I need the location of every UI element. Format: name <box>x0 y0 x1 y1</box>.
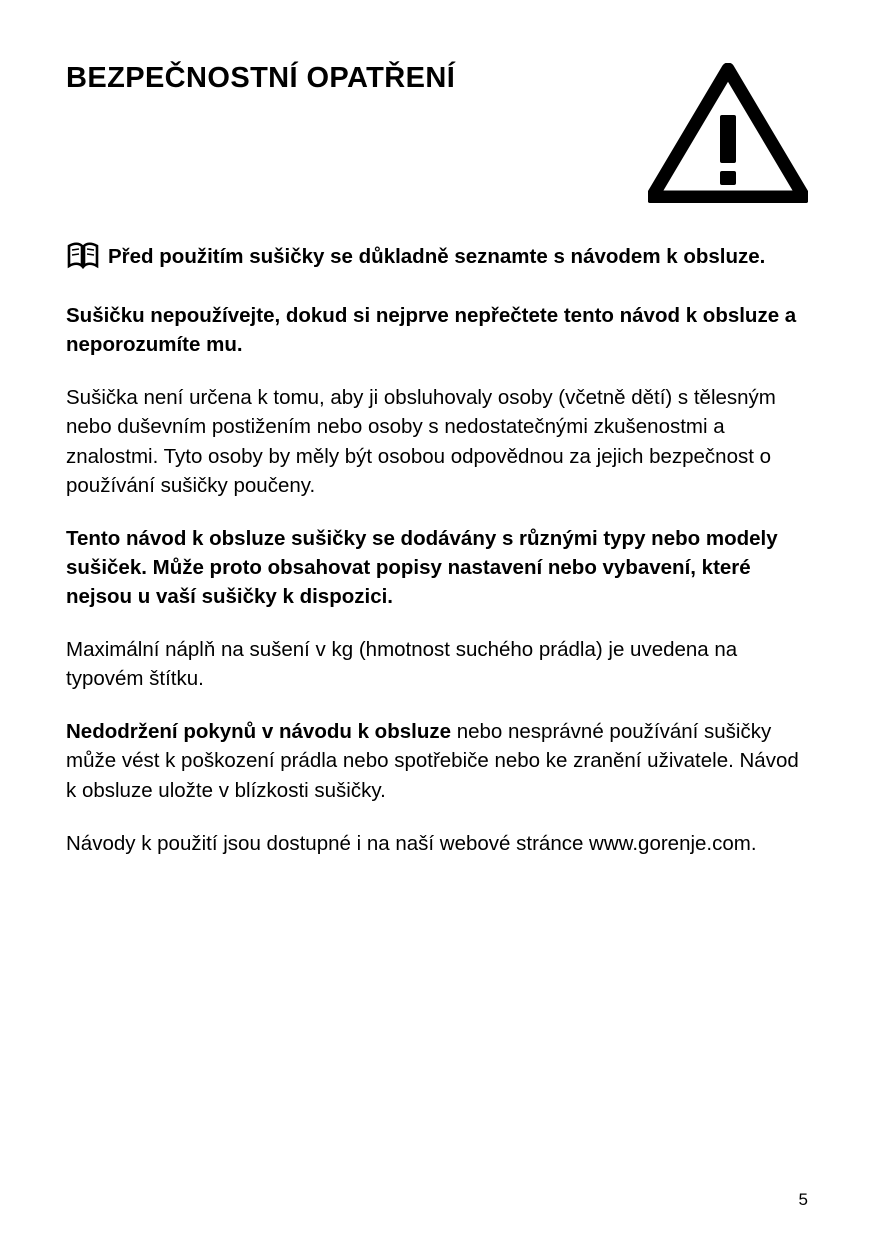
paragraph-non-compliance <box>66 717 808 804</box>
paragraph-lead-bold: Nedodržení pokynů v návodu k obsluze <box>66 720 451 744</box>
paragraph-max-load: Maximální náplň na sušení v kg (hmotnost suchého prádla) je uvedena na typovém štítku. <box>66 638 738 691</box>
paragraph-read-manual <box>66 241 808 277</box>
open-book-icon <box>66 241 100 277</box>
page-title: BEZPEČNOSTNÍ OPATŘENÍ <box>66 62 456 94</box>
paragraph-manual-covers-models: Tento návod k obsluze sušičky se dodávány s různými typy nebo modely sušiček. Může proto obsahovat popisy nastavení nebo vybavení, které nejsou u vaší sušičky k dispozici. <box>66 526 778 608</box>
safety-instructions-body <box>66 241 808 858</box>
paragraph-text: Před použitím sušičky se důkladně seznamte s návodem k obsluze. <box>108 245 766 268</box>
page-header <box>66 55 808 205</box>
paragraph-website: Návody k použití jsou dostupné i na naší webové stránce www.gorenje.com. <box>66 831 757 855</box>
paragraph-rest: nebo nesprávné používání sušičky může vést k poškození prádla nebo spotřebiče nebo ke zranění uživatele. Návod k obsluze uložte v blízkosti sušičky. <box>66 720 799 802</box>
paragraph-do-not-use: Sušičku nepoužívejte, dokud si nejprve nepřečtete tento návod k obsluze a neporozumíte mu. <box>66 304 797 357</box>
page-number: 5 <box>798 1190 808 1209</box>
paragraph-not-intended-for-persons: Sušička není určena k tomu, aby ji obsluhovaly osoby (včetně dětí) s tělesným nebo duševním postižením nebo osoby s nedostatečnými zkušenostmi a znalostmi. Tyto osoby by měly být osobou odpovědnou za jejich bezpečnost o používání sušičky poučeny. <box>66 386 776 497</box>
warning-triangle-exclamation-icon <box>648 63 808 208</box>
